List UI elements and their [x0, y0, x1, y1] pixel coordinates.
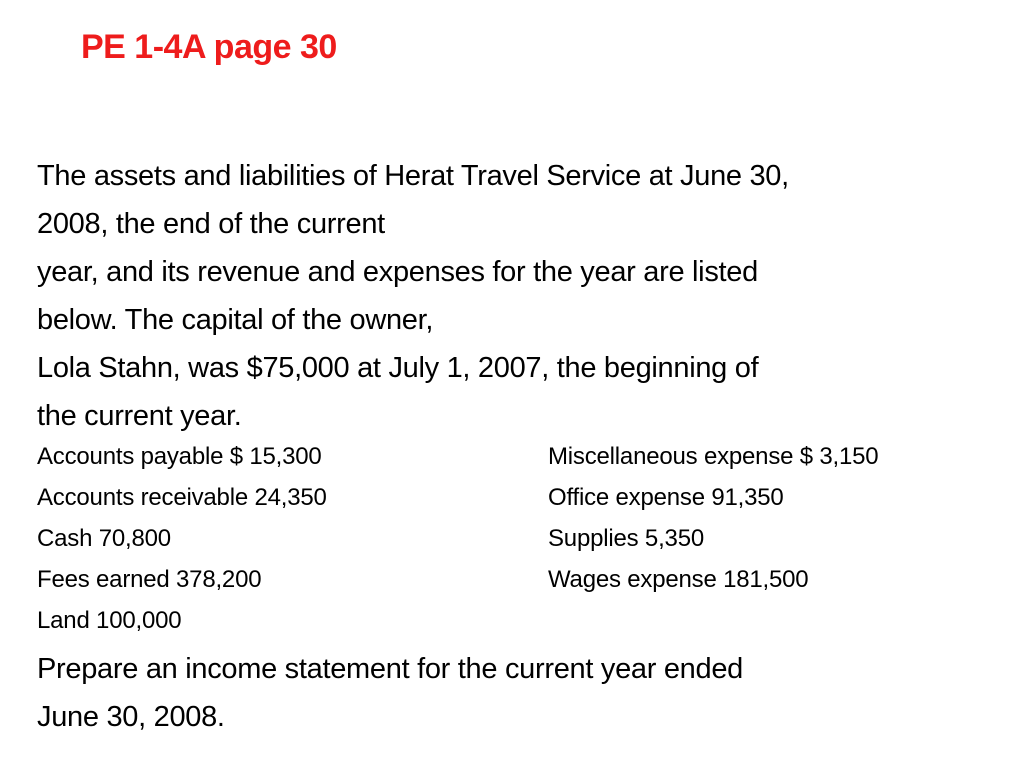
- intro-line: below. The capital of the owner,: [37, 304, 434, 336]
- account-item: Fees earned 378,200: [37, 566, 262, 593]
- account-item: Wages expense 181,500: [548, 566, 809, 593]
- problem-body: [37, 152, 997, 733]
- intro-line: Lola Stahn, was $75,000 at July 1, 2007, the beginning of: [37, 352, 759, 384]
- intro-line: 2008, the end of the current: [37, 208, 385, 240]
- instruction: [37, 645, 743, 741]
- account-item: Miscellaneous expense $ 3,150: [548, 443, 879, 470]
- account-list: [37, 442, 997, 647]
- intro-line: the current year.: [37, 400, 242, 432]
- slide-title: PE 1-4A page 30: [81, 28, 337, 66]
- account-item: Office expense 91,350: [548, 484, 784, 511]
- account-item: Supplies 5,350: [548, 525, 704, 552]
- instruction-line: Prepare an income statement for the current year ended: [37, 653, 743, 685]
- instruction-line: June 30, 2008.: [37, 701, 225, 733]
- account-item: Cash 70,800: [37, 525, 171, 552]
- account-item: Accounts payable $ 15,300: [37, 443, 322, 470]
- account-item: Accounts receivable 24,350: [37, 484, 327, 511]
- intro-line: year, and its revenue and expenses for the year are listed: [37, 256, 758, 288]
- account-item: Land 100,000: [37, 607, 182, 634]
- intro-line: The assets and liabilities of Herat Travel Service at June 30,: [37, 160, 789, 192]
